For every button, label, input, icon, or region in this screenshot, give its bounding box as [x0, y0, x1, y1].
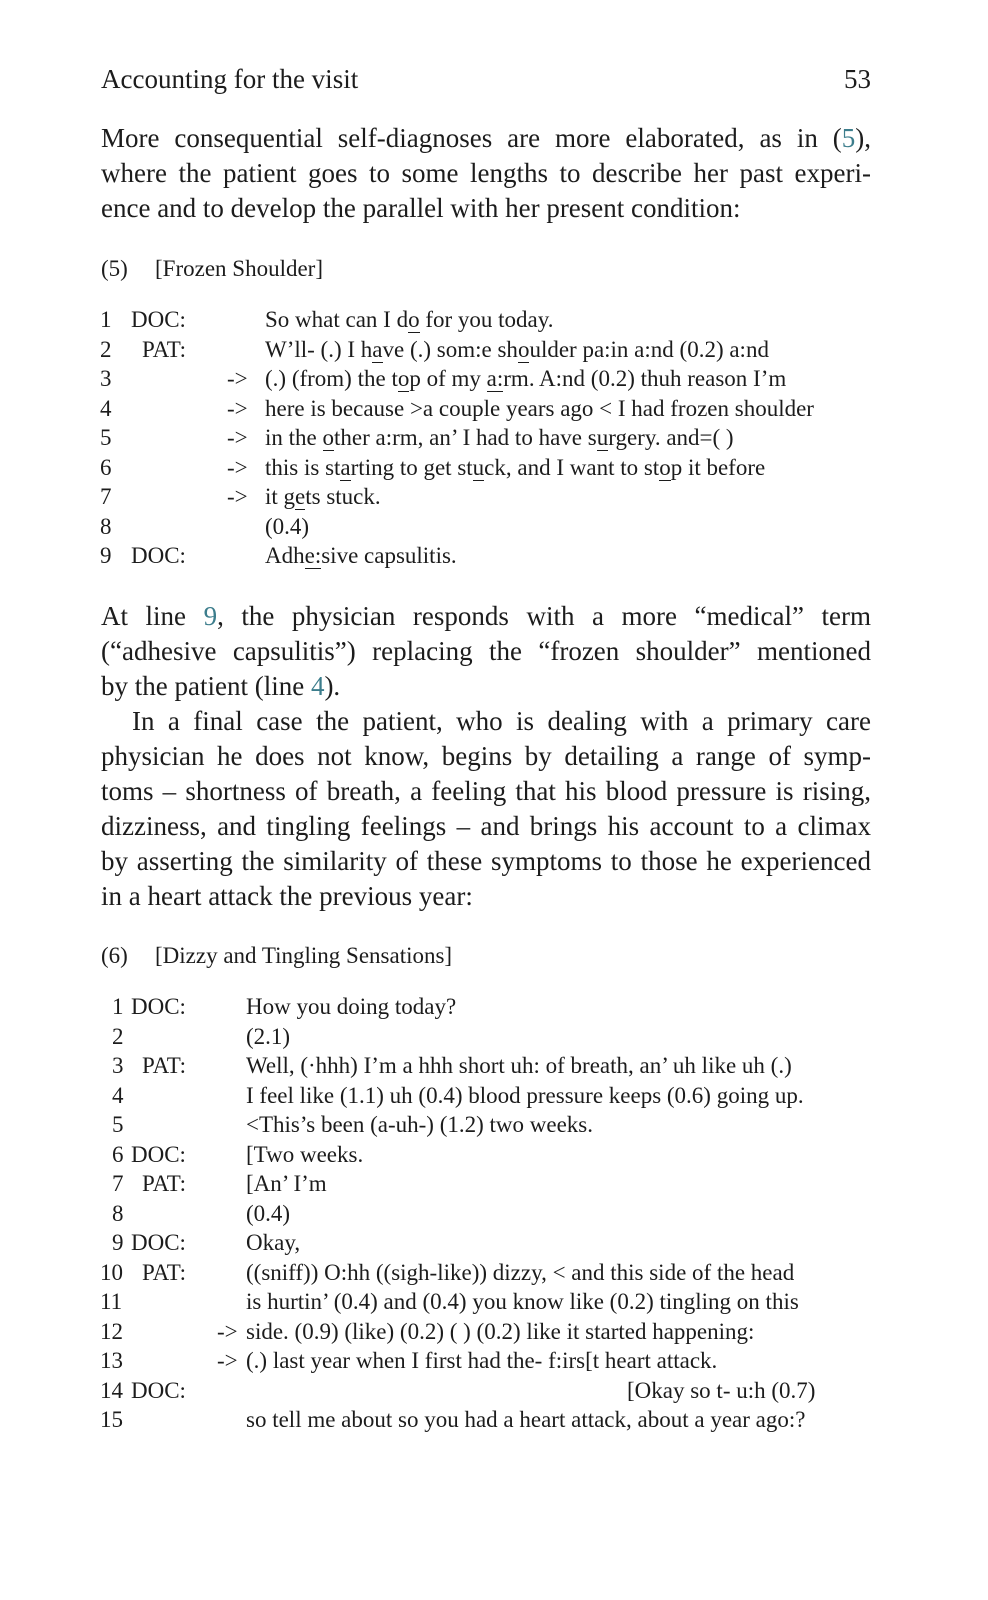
utterance-text: <This’s been (a-uh-) (1.2) two weeks.	[246, 1112, 594, 1137]
line-number: 7	[100, 484, 112, 509]
utterance-text: this is starting to get stuck, and I want to stop it before	[265, 454, 766, 480]
page-number: 53	[844, 64, 871, 94]
transcript-line	[100, 1346, 888, 1376]
running-head-title: Accounting for the visit	[101, 64, 359, 94]
line-number: 2	[112, 1023, 124, 1049]
transcript-line	[100, 482, 885, 512]
transcript-line	[100, 305, 885, 335]
transcript-line	[100, 1376, 888, 1406]
transcript-line	[100, 1317, 888, 1347]
example-number: (6)	[101, 943, 128, 968]
line-number: 8	[112, 1200, 124, 1226]
speaker-label: PAT:	[142, 1171, 187, 1196]
transcript-line	[100, 1169, 888, 1199]
utterance-text: Adhe:sive capsulitis.	[265, 543, 457, 568]
line-number: 3	[112, 1053, 124, 1078]
utterance-text: Okay,	[246, 1230, 301, 1255]
line-number: 12	[100, 1318, 123, 1344]
running-head	[101, 64, 871, 95]
transcript-example-5	[100, 305, 885, 571]
paragraph-line: in a heart attack the previous year:	[101, 881, 473, 911]
line-number: 1	[112, 994, 124, 1019]
line-number: 5	[100, 425, 112, 450]
utterance-text: Well, (·hhh) I’m a hhh short uh: of breath, an’ uh like uh (.)	[246, 1053, 792, 1078]
transcript-line	[100, 1051, 888, 1081]
line-number: 4	[112, 1082, 124, 1108]
utterance-text: [An’ I’m	[246, 1171, 327, 1196]
paragraph-intro	[101, 121, 871, 226]
speaker-label: PAT:	[142, 1259, 187, 1285]
speaker-label: DOC:	[131, 543, 186, 568]
utterance-text: (0.4)	[246, 1200, 291, 1226]
example-reference-link[interactable]: 5	[841, 123, 856, 153]
utterance-text: side. (0.9) (like) (0.2) ( ) (0.2) like it started happening:	[246, 1318, 755, 1344]
paragraph-line: ence and to develop the parallel with her present condition:	[101, 193, 741, 223]
utterance-text: W’ll- (.) I have (.) som:e shoulder pa:in a:nd (0.2) a:nd	[265, 336, 769, 362]
transcript-line	[100, 1228, 888, 1258]
utterance-text: it gets stuck.	[265, 484, 381, 509]
line-number: 7	[112, 1171, 124, 1196]
paragraph-line: In a final case the patient, who is dealing with a primary care	[132, 706, 871, 736]
speaker-label: DOC:	[131, 994, 186, 1019]
paragraph-line: toms – shortness of breath, a feeling that his blood pressure is rising,	[101, 776, 871, 806]
line-number: 5	[112, 1112, 124, 1137]
example-5-label	[101, 256, 323, 282]
transcript-line	[100, 364, 885, 394]
arrow-marker: ->	[227, 425, 248, 450]
speaker-label: PAT:	[142, 1053, 187, 1078]
transcript-line	[100, 1405, 888, 1435]
transcript-line	[100, 423, 885, 453]
line-number: 1	[100, 307, 112, 332]
transcript-line	[100, 992, 888, 1022]
line-reference-link[interactable]: 4	[310, 671, 325, 701]
speaker-label: PAT:	[142, 336, 187, 362]
utterance-text: (.) last year when I first had the- f:irs[t heart attack.	[246, 1348, 718, 1373]
line-number: 9	[100, 543, 112, 568]
paragraph-line: physician he does not know, begins by detailing a range of symp-	[101, 741, 871, 771]
utterance-text: is hurtin’ (0.4) and (0.4) you know like (0.2) tingling on this	[246, 1289, 799, 1314]
utterance-text: so tell me about so you had a heart attack, about a year ago:?	[246, 1407, 806, 1432]
transcript-line	[100, 1199, 888, 1229]
transcript-line	[100, 335, 885, 365]
example-title: [Frozen Shoulder]	[155, 256, 323, 281]
transcript-line	[100, 453, 885, 483]
line-number: 2	[100, 336, 112, 362]
line-number: 8	[100, 513, 112, 539]
utterance-text: I feel like (1.1) uh (0.4) blood pressure keeps (0.6) going up.	[246, 1082, 804, 1108]
paragraph-line: At line 9, the physician responds with a more “medical” term	[101, 601, 871, 631]
utterance-text: (0.4)	[265, 513, 310, 539]
utterance-text: (.) (from) the top of my a:rm. A:nd (0.2) thuh reason I’m	[265, 366, 787, 391]
paragraph-discussion	[101, 599, 871, 914]
arrow-marker: ->	[217, 1318, 238, 1344]
line-number: 10	[100, 1259, 123, 1285]
transcript-line	[100, 394, 885, 424]
utterance-text: [Two weeks.	[246, 1141, 364, 1167]
speaker-label: DOC:	[131, 307, 186, 332]
arrow-marker: ->	[227, 454, 248, 480]
paragraph-line: by the patient (line 4).	[101, 671, 341, 701]
utterance-text: ((sniff)) O:hh ((sigh-like)) dizzy, < and this side of the head	[246, 1259, 795, 1285]
transcript-line	[100, 1110, 888, 1140]
arrow-marker: ->	[227, 366, 248, 391]
line-number: 11	[100, 1289, 123, 1314]
utterance-text: How you doing today?	[246, 994, 457, 1019]
line-number: 15	[100, 1407, 123, 1432]
paragraph-line: More consequential self-diagnoses are more elaborated, as in (5),	[101, 123, 871, 153]
line-number: 3	[100, 366, 112, 391]
line-number: 4	[100, 395, 112, 421]
utterance-text: (2.1)	[246, 1023, 291, 1049]
transcript-line	[100, 1022, 888, 1052]
transcript-line	[100, 1258, 888, 1288]
utterance-text: So what can I do for you today.	[265, 307, 554, 332]
line-number: 14	[100, 1377, 123, 1403]
utterance-text: [Okay so t- u:h (0.7)	[627, 1377, 816, 1403]
paragraph-line: dizziness, and tingling feelings – and brings his account to a climax	[101, 811, 871, 841]
speaker-label: DOC:	[131, 1377, 186, 1403]
transcript-line	[100, 1081, 888, 1111]
paragraph-line: (“adhesive capsulitis”) replacing the “frozen shoulder” mentioned	[101, 636, 871, 666]
speaker-label: DOC:	[131, 1230, 186, 1255]
example-title: [Dizzy and Tingling Sensations]	[155, 943, 453, 968]
speaker-label: DOC:	[131, 1141, 186, 1167]
line-number: 6	[112, 1141, 124, 1167]
transcript-example-6	[100, 992, 888, 1435]
paragraph-line: where the patient goes to some lengths to describe her past experi-	[101, 158, 871, 188]
transcript-line	[100, 541, 885, 571]
arrow-marker: ->	[227, 484, 248, 509]
transcript-line	[100, 1140, 888, 1170]
line-number: 13	[100, 1348, 123, 1373]
transcript-line	[100, 512, 885, 542]
line-number: 6	[100, 454, 112, 480]
paragraph-line: by asserting the similarity of these symptoms to those he experienced	[101, 846, 871, 876]
line-number: 9	[112, 1230, 124, 1255]
utterance-text: here is because >a couple years ago < I had frozen shoulder	[265, 395, 814, 421]
example-6-label	[101, 943, 452, 969]
arrow-marker: ->	[227, 395, 248, 421]
arrow-marker: ->	[217, 1348, 238, 1373]
utterance-text: in the other a:rm, an’ I had to have surgery. and=( )	[265, 425, 734, 450]
example-number: (5)	[101, 256, 128, 281]
line-reference-link[interactable]: 9	[203, 601, 218, 631]
transcript-line	[100, 1287, 888, 1317]
